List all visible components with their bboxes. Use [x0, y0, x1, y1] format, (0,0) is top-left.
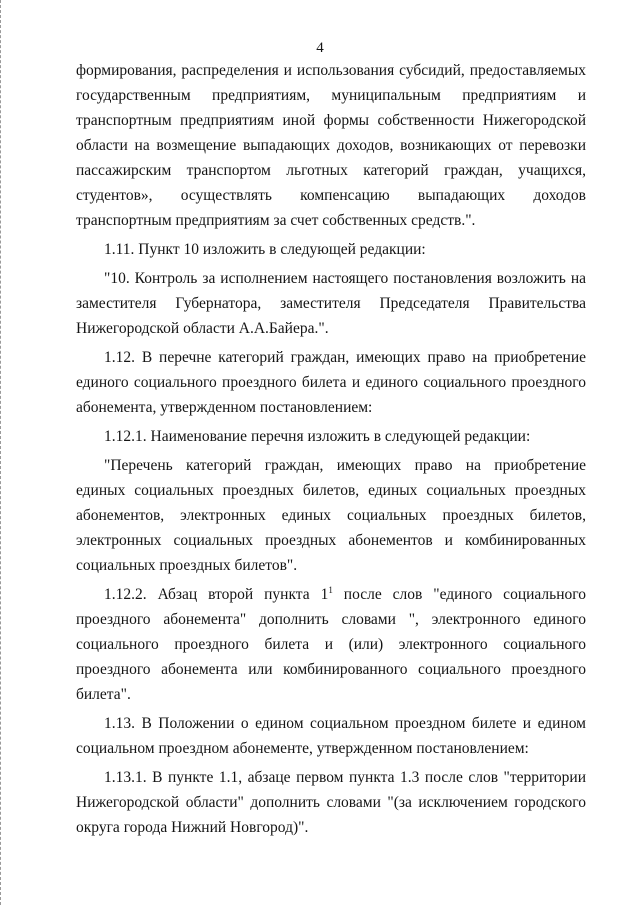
scan-left-edge — [0, 0, 4, 905]
text-line: 1.12. В перечне категорий граждан, имеющих право на приобретение — [104, 349, 586, 366]
paragraph — [76, 453, 586, 578]
text-line: формирования, распределения и использования субсидий, предоставляемых — [76, 62, 586, 79]
page-number: 4 — [316, 40, 324, 56]
text-line: абонементов, электронных единых социальных проездных билетов, — [76, 507, 586, 524]
text-line: пассажирским транспортом льготных категорий граждан, учащихся, — [76, 162, 586, 179]
text-line: 1.12.1. Наименование перечня изложить в следующей редакции: — [104, 428, 531, 445]
text-line: государственным предприятиям, муниципальным предприятиям и — [76, 87, 586, 104]
text-line — [76, 582, 586, 607]
paragraph — [76, 711, 586, 761]
text-line: проездного абонемента" дополнить словами ", электронного единого — [76, 611, 586, 628]
text-line: 1.13.1. В пункте 1.1, абзаце первом пункта 1.3 после слов "территории — [104, 769, 586, 786]
text-line: "10. Контроль за исполнением настоящего постановления возложить на — [104, 270, 586, 287]
text-line: абонемента, утвержденном постановлением: — [76, 399, 373, 416]
paragraph — [76, 424, 586, 449]
text-line: проездного абонемента или комбинированного социального проездного — [76, 661, 586, 678]
paragraph — [76, 266, 586, 341]
text-line: билета". — [76, 686, 131, 703]
text-fragment: 1.12.2. Абзац второй пункта 1 — [104, 586, 329, 603]
document-body — [76, 58, 586, 844]
paragraph — [76, 237, 586, 262]
text-line: транспортным предприятиям за счет собственных средств.". — [76, 212, 476, 229]
text-line: студентов», осуществлять компенсацию выпадающих доходов — [76, 187, 586, 204]
text-line: единого социального проездного билета и единого социального проездного — [76, 374, 586, 391]
text-fragment: после слов "единого социального — [332, 586, 586, 603]
text-line: заместителя Губернатора, заместителя Председателя Правительства — [76, 295, 586, 312]
text-line: Нижегородской области" дополнить словами "(за исключением городского — [76, 794, 586, 811]
text-line: округа города Нижний Новгород)". — [76, 819, 309, 836]
text-line: 1.13. В Положении о едином социальном проездном билете и едином — [104, 715, 586, 732]
text-line: области на возмещение выпадающих доходов, возникающих от перевозки — [76, 137, 586, 154]
text-line: электронных социальных проездных абонементов и комбинированных — [76, 532, 586, 549]
text-line: Нижегородской области А.А.Байера.". — [76, 320, 329, 337]
paragraph — [76, 582, 586, 707]
paragraph — [76, 58, 586, 233]
paragraph — [76, 345, 586, 420]
text-line: "Перечень категорий граждан, имеющих право на приобретение — [104, 457, 586, 474]
text-line: 1.11. Пункт 10 изложить в следующей редакции: — [104, 241, 426, 258]
text-line: транспортным предприятиям иной формы собственности Нижегородской — [76, 112, 586, 129]
superscript: 1 — [328, 584, 333, 595]
text-line: единых социальных проездных билетов, единых социальных проездных — [76, 482, 586, 499]
text-line: социального проездного билета и (или) электронного социального — [76, 636, 586, 653]
paragraph — [76, 765, 586, 840]
text-line: социальном проездном абонементе, утвержденном постановлением: — [76, 740, 529, 757]
text-line: социальных проездных билетов". — [76, 557, 298, 574]
